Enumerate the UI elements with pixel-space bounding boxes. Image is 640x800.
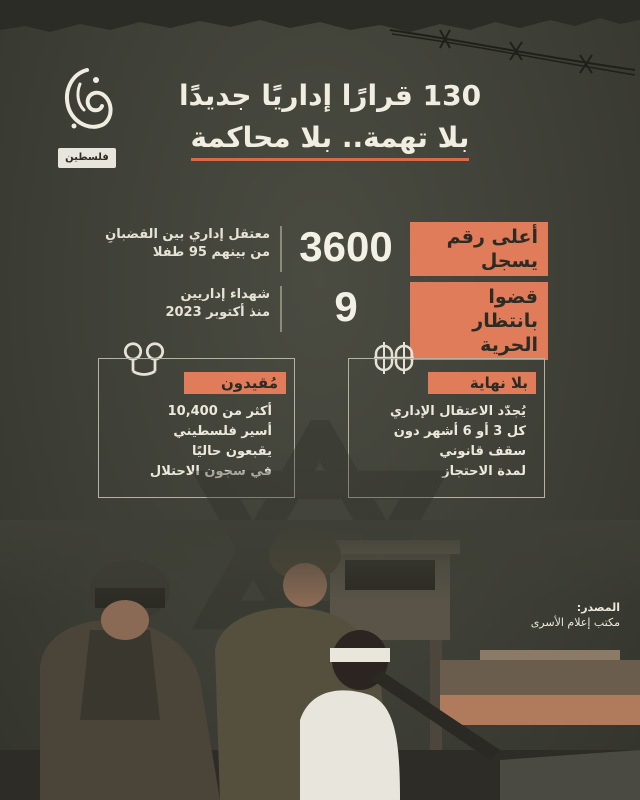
desc-line: منذ أكتوبر 2023 xyxy=(165,305,270,320)
page-title: 130 قرارًا إداريًا جديدًا xyxy=(178,79,482,112)
box-text-line: أسير فلسطيني xyxy=(173,424,272,439)
source-credit xyxy=(520,600,620,630)
barbed-wire-icon xyxy=(380,0,640,90)
box-text-line: أكثر من 10,400 xyxy=(167,404,272,419)
stat-desc-detainees xyxy=(80,226,270,262)
palestine-badge: فلسطين xyxy=(58,148,116,168)
desc-line: شهداء إداريين xyxy=(180,287,270,302)
stat-number-detainees: 3600 xyxy=(299,223,393,270)
stat-tag-line: يسجل xyxy=(480,250,538,272)
box-title-endless: بلا نهاية xyxy=(428,372,536,394)
box-text-line: في سجون الاحتلال xyxy=(149,464,272,479)
divider xyxy=(280,226,282,272)
stat-tag-highest xyxy=(410,222,548,276)
box-text-line: يُجدّد الاعتقال الإداري xyxy=(390,404,526,419)
page-subtitle: بلا تهمة.. بلا محاكمة xyxy=(191,120,470,161)
box-title-shackled: مُقيدون xyxy=(184,372,286,394)
stat-tag-martyrs xyxy=(410,282,548,360)
soldiers-detainee-photo xyxy=(0,520,640,800)
box-text-line: يقبعون حاليًا xyxy=(192,444,272,459)
title-block xyxy=(130,78,530,161)
box-text-line: لمدة الاحتجاز xyxy=(442,464,526,479)
stat-tag-line: قضوا بانتظار xyxy=(472,286,538,332)
stat-number-martyrs: 9 xyxy=(334,283,358,330)
box-text-line: كل 3 أو 6 أشهر دون xyxy=(393,424,526,439)
aljazeera-calligraphy-icon xyxy=(52,64,122,144)
stat-tag-line: الحرية xyxy=(480,334,538,356)
desc-line: معتقل إداري بين القضبانِ xyxy=(105,227,270,242)
aljazeera-logo xyxy=(52,64,122,176)
divider xyxy=(280,286,282,332)
desc-line: من بينهم 95 طفلا xyxy=(152,245,270,260)
source-label: المصدر: xyxy=(576,601,620,614)
box-text-line: سقف قانوني xyxy=(439,444,526,459)
stat-tag-line: أعلى رقم xyxy=(446,226,538,248)
stat-desc-martyrs xyxy=(80,286,270,322)
source-value: مكتب إعلام الأسرى xyxy=(530,616,620,629)
